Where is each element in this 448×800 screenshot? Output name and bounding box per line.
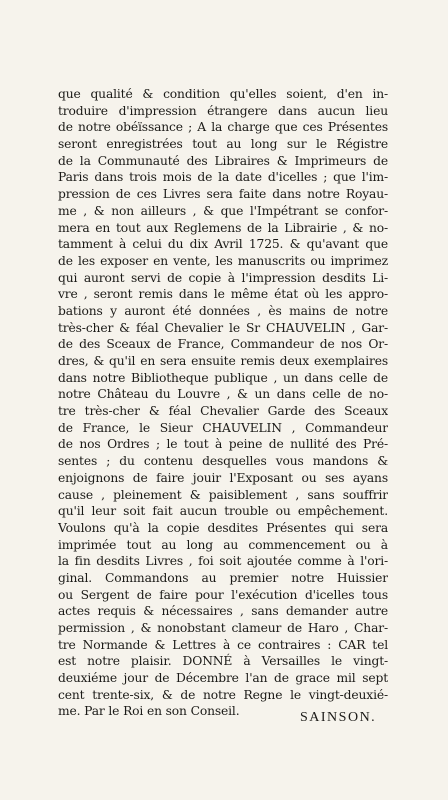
text-line-13: vre , seront remis dans le même état où les appro- [58, 287, 388, 302]
text-line-26: qu'il leur soit fait aucun trouble ou empêchement. [58, 504, 388, 519]
signature: SAINSON. [300, 710, 377, 725]
text-line-2: troduire d'impression étrangere dans aucun lieu [58, 103, 388, 118]
text-line-10: tamment à celui du dix Avril 1725. & qu'avant que [58, 237, 388, 252]
text-line-38: me. Par le Roi en son Conseil. [58, 704, 240, 719]
text-line-35: est notre plaisir. DONNÉ à Versailles le vingt- [58, 654, 388, 669]
text-line-24: enjoignons de faire jouir l'Exposant ou ses ayans [58, 470, 388, 485]
text-line-34: tre Normande & Lettres à ce contraires : CAR tel [58, 637, 388, 652]
text-line-6: Paris dans trois mois de la date d'icelles ; que l'im- [58, 170, 388, 185]
text-line-36: deuxiéme jour de Décembre l'an de grace mil sept [58, 671, 388, 686]
text-line-23: sentes ; du contenu desquelles vous mandons & [58, 454, 388, 469]
text-line-37: cent trente-six, & de notre Regne le vingt-deuxié- [58, 687, 388, 702]
text-line-12: qui auront servi de copie à l'impression desdits Li- [58, 270, 388, 285]
text-line-22: de nos Ordres ; le tout à peine de nullité des Pré- [58, 437, 388, 452]
text-line-8: me , & non ailleurs , & que l'Impétrant se confor- [58, 203, 388, 218]
text-line-1: que qualité & condition qu'elles soient, d'en in- [58, 87, 388, 101]
text-line-5: de la Communauté des Libraires & Imprimeurs de [58, 153, 388, 168]
text-line-3: de notre obéïssance ; A la charge que ces Présentes [58, 120, 388, 135]
text-line-30: ginal. Commandons au premier notre Huissier [58, 570, 388, 585]
text-line-25: cause , pleinement & paisiblement , sans souffrir [58, 487, 388, 502]
text-line-21: de France, le Sieur CHAUVELIN , Commandeur [58, 420, 388, 435]
text-line-7: pression de ces Livres sera faite dans notre Royau- [58, 187, 388, 202]
privilege-text [58, 86, 388, 720]
text-line-17: dres, & qu'il en sera ensuite remis deux exemplaires [58, 354, 388, 368]
text-line-32: actes requis & nécessaires , sans demander autre [58, 604, 388, 619]
text-line-28: imprimée tout au long au commencement ou à [58, 537, 388, 552]
text-line-11: de les exposer en vente, les manuscrits ou imprimez [58, 253, 388, 268]
text-line-27: Voulons qu'à la copie desdites Présentes qui sera [58, 520, 388, 535]
text-line-20: tre très-cher & féal Chevalier Garde des Sceaux [58, 404, 388, 419]
text-line-9: mera en tout aux Reglemens de la Librairie , & no- [58, 220, 388, 235]
text-line-29: la fin desdits Livres , foi soit ajoutée comme à l'ori- [58, 554, 388, 569]
text-line-4: seront enregistrées tout au long sur le Régistre [58, 137, 388, 152]
text-line-16: de des Sceaux de France, Commandeur de nos Or- [58, 337, 388, 352]
text-line-15: très-cher & féal Chevalier le Sr CHAUVELIN , Gar- [58, 320, 388, 335]
text-line-18: dans notre Bibliotheque publique , un dans celle de [58, 370, 388, 385]
text-line-14: bations y auront été données , ès mains de notre [58, 303, 388, 318]
text-line-33: permission , & nonobstant clameur de Haro , Char- [58, 621, 388, 635]
text-line-19: notre Château du Louvre , & un dans celle de no- [58, 387, 388, 402]
text-line-31: ou Sergent de faire pour l'exécution d'icelles tous [58, 587, 388, 602]
